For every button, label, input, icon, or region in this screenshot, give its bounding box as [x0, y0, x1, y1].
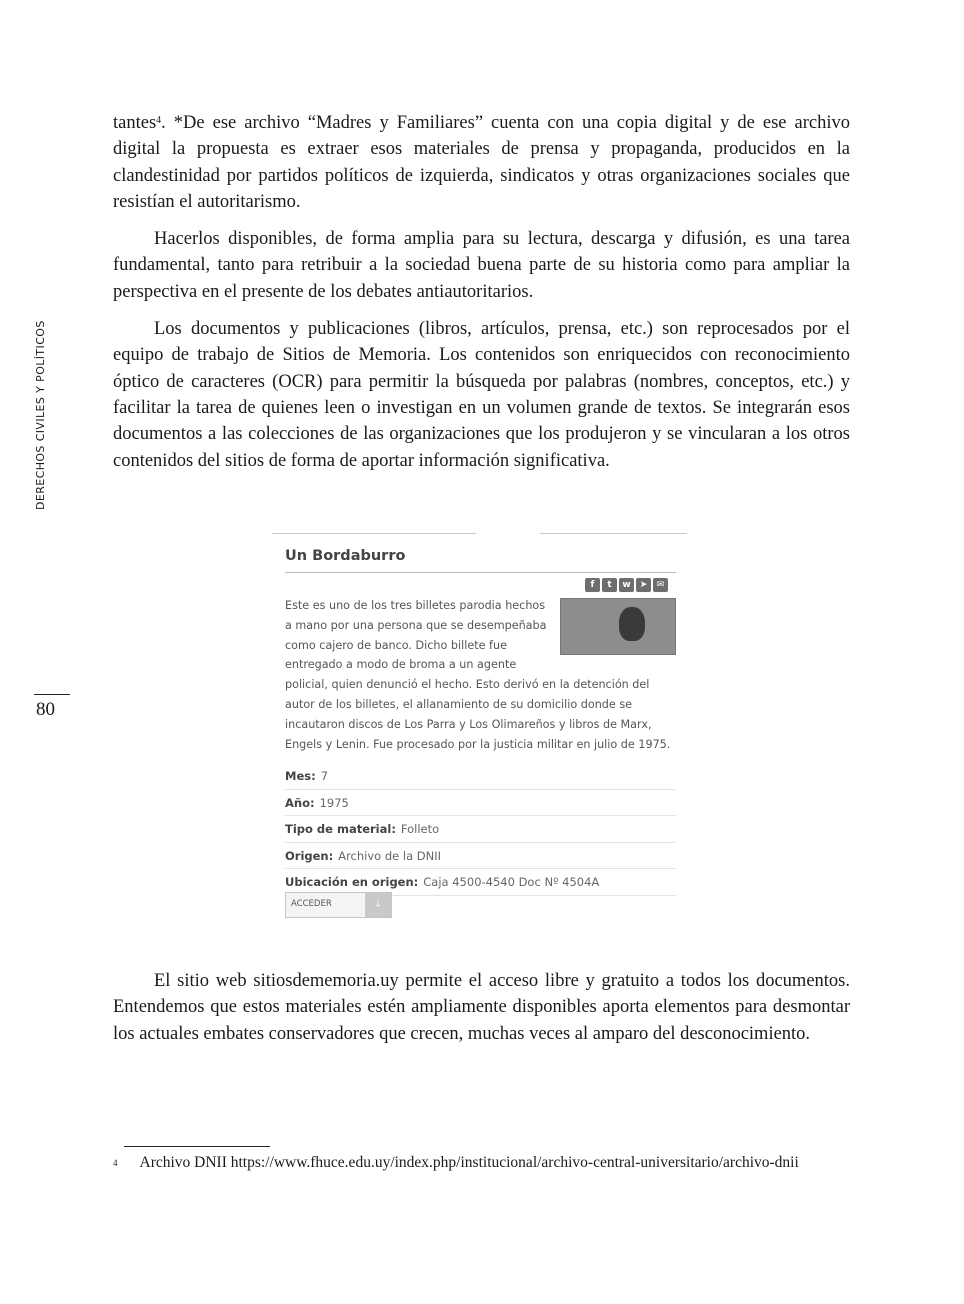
meta-row: Mes: 7: [285, 763, 676, 790]
meta-row: Tipo de material: Folleto: [285, 816, 676, 843]
footnote-number: 4: [113, 1158, 118, 1168]
telegram-icon[interactable]: ➤: [636, 578, 651, 592]
paragraph-1: tantes$^4$. *De ese archivo “Madres y Familiares” cuenta con una copia digital y de ese archivo digital la propuesta es extraer esos materiales de prensa y propaganda, producidos en la clandestinidad por partidos políticos de izquierda, sindicatos y otras organizaciones sociales que resistían el autoritarismo.: [113, 113, 850, 212]
item-description: Este es uno de los tres billetes parodia hechos a mano por una persona que se desempeñaba como cajero de banco. Dicho billete fue entregado a modo de broma a un agente policial, quien denunció el hecho. Esto derivó en la detención del autor de los billetes, el allanamiento de su domicilio donde se incautaron discos de Los Parra y Los Olimareños y libros de Marx, Engels y Lenin. Fue procesado por la justicia militar en julio de 1975.: [285, 596, 676, 754]
footnote-ref[interactable]: 4: [156, 115, 162, 126]
metadata-list: [285, 763, 676, 896]
email-icon[interactable]: ✉: [653, 578, 668, 592]
share-bar: [585, 578, 668, 592]
title-divider: [285, 572, 676, 573]
page-number-rule: [34, 694, 70, 695]
paragraph-3: Los documentos y publicaciones (libros, artículos, prensa, etc.) son reprocesados por el equipo de trabajo de Sitios de Memoria. Los contenidos son enriquecidos con reconocimiento óptico de caracteres (OCR) para permitir la búsqueda por palabras (nombres, conceptos, etc.) y facilitar la tarea de quienes leen o investigan en un volumen grande de textos. Se integrarán esos documentos a las colecciones de las organizaciones que los produjeron y se vincularan a los otros contenidos del sitios de forma de aportar información significativa.: [113, 319, 850, 471]
tab-divider: [540, 533, 687, 534]
tab-divider: [272, 533, 476, 534]
facebook-icon[interactable]: f: [585, 578, 600, 592]
banknote-image[interactable]: [560, 598, 676, 655]
access-button-label: ACCEDER: [291, 899, 332, 909]
whatsapp-icon[interactable]: w: [619, 578, 634, 592]
footnote-text[interactable]: Archivo DNII https://www.fhuce.edu.uy/index.php/institucional/archivo-central-universitario/archivo-dnii: [139, 1154, 799, 1171]
meta-row: Año: 1975: [285, 790, 676, 817]
portrait: [619, 607, 645, 641]
meta-row: Ubicación en origen: Caja 4500-4540 Doc Nº 4504A: [285, 869, 676, 896]
download-icon: ↓: [365, 893, 391, 917]
twitter-icon[interactable]: t: [602, 578, 617, 592]
body-text-top: [113, 110, 850, 474]
body-text-bottom: [113, 968, 850, 1047]
page-number: 80: [36, 699, 55, 720]
footnote-rule: [124, 1146, 270, 1147]
item-title: Un Bordaburro: [285, 548, 406, 564]
footnote: [113, 1152, 850, 1174]
running-head: DERECHOS CIVILES Y POLÍTICOS: [34, 320, 47, 510]
meta-row: Origen: Archivo de la DNII: [285, 843, 676, 870]
paragraph-2: Hacerlos disponibles, de forma amplia para su lectura, descarga y difusión, es una tarea fundamental, tanto para retribuir a la sociedad buena parte de su historia como para ampliar la perspectiva en el presente de los debates antiautoritarios.: [113, 229, 850, 302]
paragraph-4: El sitio web sitiosdememoria.uy permite el acceso libre y gratuito a todos los documentos. Entendemos que estos materiales estén ampliamente disponibles aporta elementos para desmontar los actuales embates conservadores que crecen, muchas veces al amparo del desconocimiento.: [113, 971, 850, 1044]
website-screenshot: [270, 526, 690, 930]
access-button[interactable]: [285, 892, 392, 918]
